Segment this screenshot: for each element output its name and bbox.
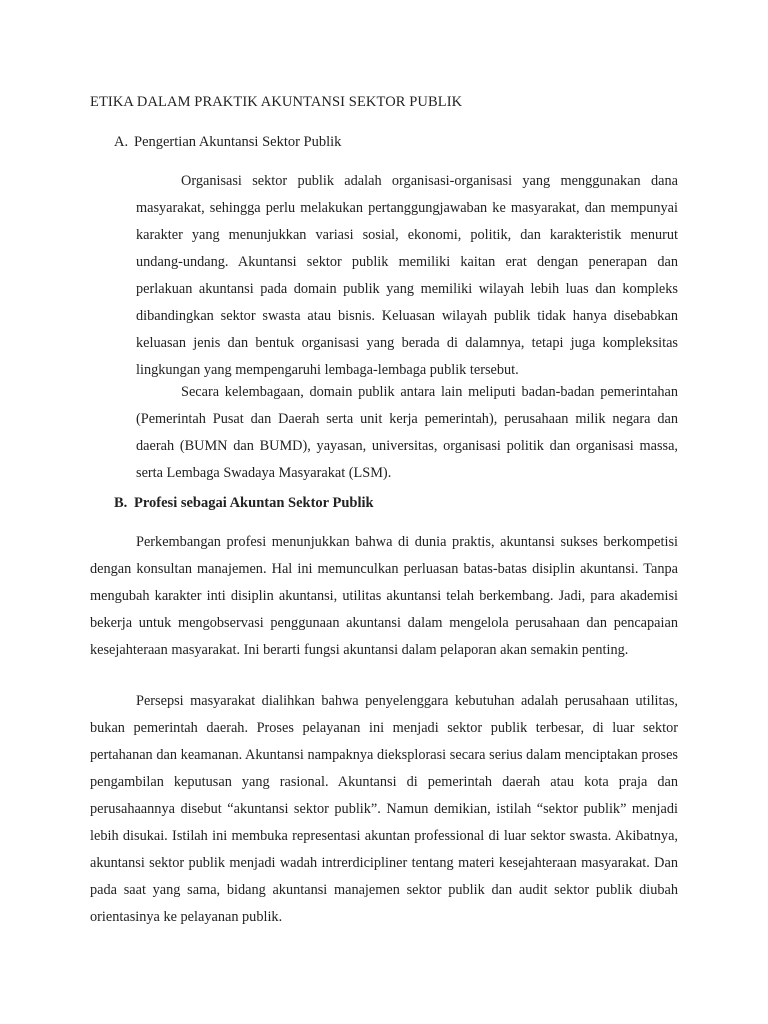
section-b-heading: [114, 495, 374, 512]
section-a-title: Pengertian Akuntansi Sektor Publik: [134, 134, 342, 150]
section-a-heading: [114, 134, 341, 151]
section-b-paragraph-2: Persepsi masyarakat dialihkan bahwa penyelenggara kebutuhan adalah perusahaan utilitas, bukan pemerintah daerah. Proses pelayanan ini menjadi sektor publik terbesar, di luar sektor pertahanan dan keamanan. Akuntansi nampaknya dieksplorasi secara serius dalam menciptakan proses pengambilan keputusan yang rasional. Akuntansi di pemerintah daerah atau kota praja dan perusahaannya disebut “akuntansi sektor publik”. Namun demikian, istilah “sektor publik” menjadi lebih disukai. Istilah ini membuka representasi akuntan professional di luar sektor swasta. Akibatnya, akuntansi sektor publik menjadi wadah intrerdicipliner tentang materi kesejahteraan masyarakat. Dan pada saat yang sama, bidang akuntansi manajemen sektor publik dan audit sektor publik diubah orientasinya ke pelayanan publik.: [90, 693, 678, 925]
section-a-paragraph-2: Secara kelembagaan, domain publik antara lain meliputi badan-badan pemerintahan (Pemerintah Pusat dan Daerah serta unit kerja pemerintah), perusahaan milik negara dan daerah (BUMN dan BUMD), yayasan, universitas, organisasi politik dan organisasi massa, serta Lembaga Swadaya Masyarakat (LSM).: [136, 384, 678, 481]
section-b-marker: B.: [114, 495, 128, 511]
section-a-marker: A.: [114, 134, 129, 150]
section-a-paragraph-1: Organisasi sektor publik adalah organisasi-organisasi yang menggunakan dana masyarakat, sehingga perlu melakukan pertanggungjawaban ke masyarakat, dan mempunyai karakter yang menunjukkan variasi sosial, ekonomi, politik, dan karakteristik menurut undang-undang. Akuntansi sektor publik memiliki kaitan erat dengan penerapan dan perlakuan akuntansi pada domain publik yang memiliki wilayah lebih luas dan kompleks dibandingkan sektor swasta atau bisnis. Keluasan wilayah publik tidak hanya disebabkan keluasan jenis dan bentuk organisasi yang berada di dalamnya, tetapi juga kompleksitas lingkungan yang mempengaruhi lembaga-lembaga publik tersebut.: [136, 173, 678, 378]
section-b-paragraph-1: Perkembangan profesi menunjukkan bahwa di dunia praktis, akuntansi sukses berkompetisi dengan konsultan manajemen. Hal ini memunculkan perluasan batas-batas disiplin akuntansi. Tanpa mengubah karakter inti disiplin akuntansi, utilitas akuntansi telah berkembang. Jadi, para akademisi bekerja untuk mengobservasi penggunaan akuntansi dalam mengelola perusahaan dan pencapaian kesejahteraan masyarakat. Ini berarti fungsi akuntansi dalam pelaporan akan semakin penting.: [90, 534, 678, 658]
document-title: ETIKA DALAM PRAKTIK AKUNTANSI SEKTOR PUBLIK: [90, 94, 463, 110]
section-b-title: Profesi sebagai Akuntan Sektor Publik: [134, 495, 374, 511]
